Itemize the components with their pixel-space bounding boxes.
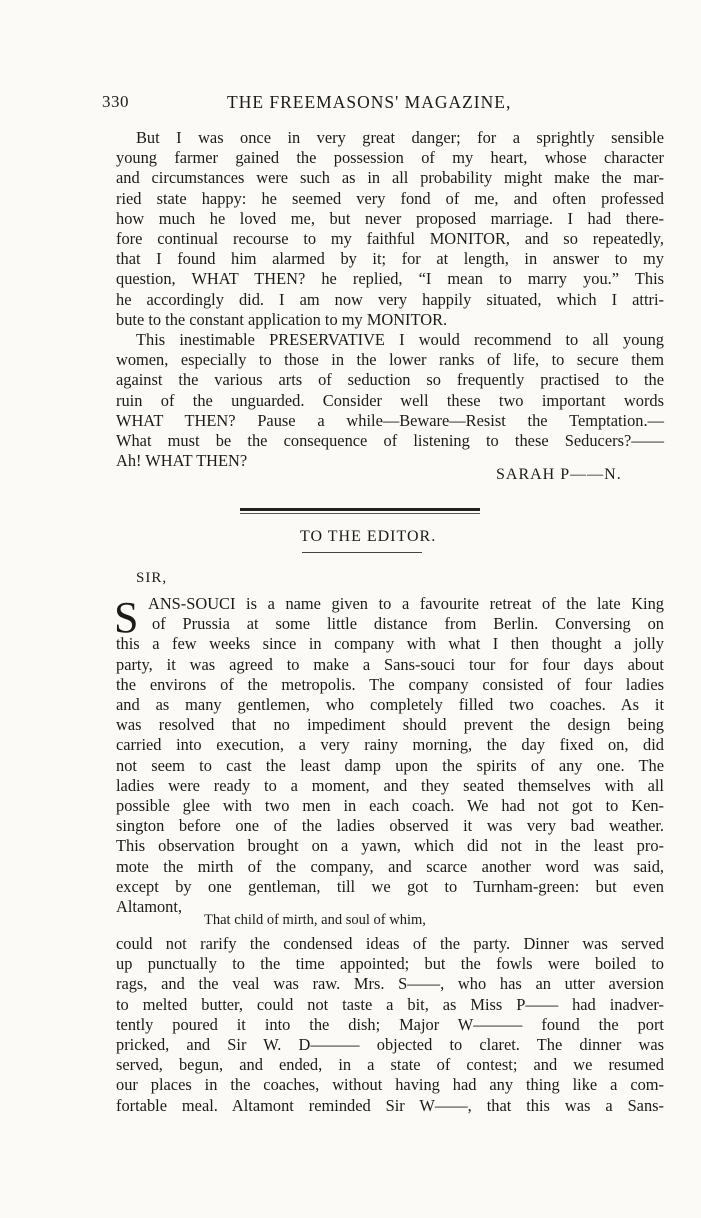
- text-line: This observation brought on a yawn, which did not in the least pro-: [116, 836, 664, 856]
- text-line: What must be the consequence of listening to these Seducers?——: [116, 431, 664, 450]
- text-line: ladies were ready to a moment, and they seated themselves with all: [116, 775, 664, 795]
- text-line: pricked, and Sir W. D——— objected to claret. The dinner was: [116, 1035, 664, 1054]
- text-line: served, begun, and ended, in a state of contest; and we resumed: [116, 1055, 664, 1075]
- text-line: young farmer gained the possession of my heart, whose character: [116, 148, 664, 168]
- text-line: this a few weeks since in company with what I then thought a jolly: [116, 634, 664, 654]
- signature: SARAH P——N.: [496, 466, 622, 483]
- text-line: possible glee with two men in each coach. We had not got to Ken-: [116, 796, 664, 815]
- text-line: of Prussia at some little distance from Berlin. Conversing on: [152, 614, 664, 634]
- text-line: how much he loved me, but never proposed marriage. I had there-: [116, 208, 664, 228]
- text-line: was resolved that no impediment should prevent the design being: [116, 715, 664, 735]
- text-line: to melted butter, could not taste a bit, as Miss P—— had inadver-: [116, 994, 664, 1014]
- drop-cap: S: [114, 593, 139, 642]
- heading-underline: [302, 552, 422, 553]
- salutation: SIR,: [136, 570, 168, 586]
- page-header: [102, 92, 622, 116]
- text-line: fore continual recourse to my faithful MONITOR, and so repeatedly,: [116, 229, 664, 248]
- text-line: mote the mirth of the company, and scarce another word was said,: [116, 856, 664, 876]
- text-line: could not rarify the condensed ideas of the party. Dinner was served: [116, 934, 664, 953]
- text-line: fortable meal. Altamont reminded Sir W——, that this was a Sans-: [116, 1095, 664, 1115]
- section-heading: TO THE EDITOR.: [300, 528, 437, 545]
- text-line: rags, and the veal was raw. Mrs. S——, who has an utter aversion: [116, 974, 664, 994]
- text-line: carried into execution, a very rainy morning, the day fixed on, did: [116, 735, 664, 755]
- running-title: THE FREEMASONS' MAGAZINE,: [227, 92, 512, 112]
- text-line: This inestimable PRESERVATIVE I would recommend to all young: [136, 330, 664, 349]
- text-line: ruin of the unguarded. Consider well these two important words: [116, 390, 664, 410]
- page-number: 330: [102, 92, 129, 111]
- text-line: women, especially to those in the lower ranks of life, to secure them: [116, 350, 664, 370]
- text-line: and circumstances were such as in all probability might make the mar-: [116, 168, 664, 188]
- text-line: that I found him alarmed by it; for at length, in answer to my: [116, 249, 664, 269]
- text-line: and as many gentlemen, who completely filled two coaches. As it: [116, 695, 664, 714]
- text-line: sington before one of the ladies observed it was very bad weather.: [116, 816, 664, 836]
- verse-quote: That child of mirth, and soul of whim,: [204, 912, 426, 928]
- text-line: he accordingly did. I am now very happily situated, which I attri-: [116, 289, 664, 309]
- text-line: tently poured it into the dish; Major W——— found the port: [116, 1014, 664, 1034]
- text-line: But I was once in very great danger; for a sprightly sensible: [136, 128, 664, 147]
- text-line: the environs of the metropolis. The company consisted of four ladies: [116, 674, 664, 694]
- text-line: not seem to cast the least damp upon the spirits of any one. The: [116, 755, 664, 775]
- text-line: Ah! WHAT THEN?: [116, 451, 248, 471]
- section-divider: [240, 508, 480, 511]
- text-line: against the various arts of seduction so frequently practised to the: [116, 370, 664, 390]
- text-line: our places in the coaches, without having had any thing like a com-: [116, 1075, 664, 1095]
- text-line: question, WHAT THEN? he replied, “I mean to marry you.” This: [116, 269, 664, 289]
- text-line: ried state happy: he seemed very fond of me, and often professed: [116, 188, 664, 208]
- text-line: party, it was agreed to make a Sans-souci tour for four days about: [116, 654, 664, 674]
- text-line: except by one gentleman, till we got to Turnham-green: but even: [116, 876, 664, 896]
- text-line: bute to the constant application to my MONITOR.: [116, 309, 448, 329]
- text-line: ANS-SOUCI is a name given to a favourite retreat of the late King: [148, 594, 664, 613]
- section-divider-thin: [240, 513, 480, 514]
- text-line: up punctually to the time appointed; but the fowls were boiled to: [116, 954, 664, 974]
- text-line: Altamont,: [116, 897, 183, 916]
- text-line: WHAT THEN? Pause a while—Beware—Resist the Temptation.—: [116, 410, 664, 430]
